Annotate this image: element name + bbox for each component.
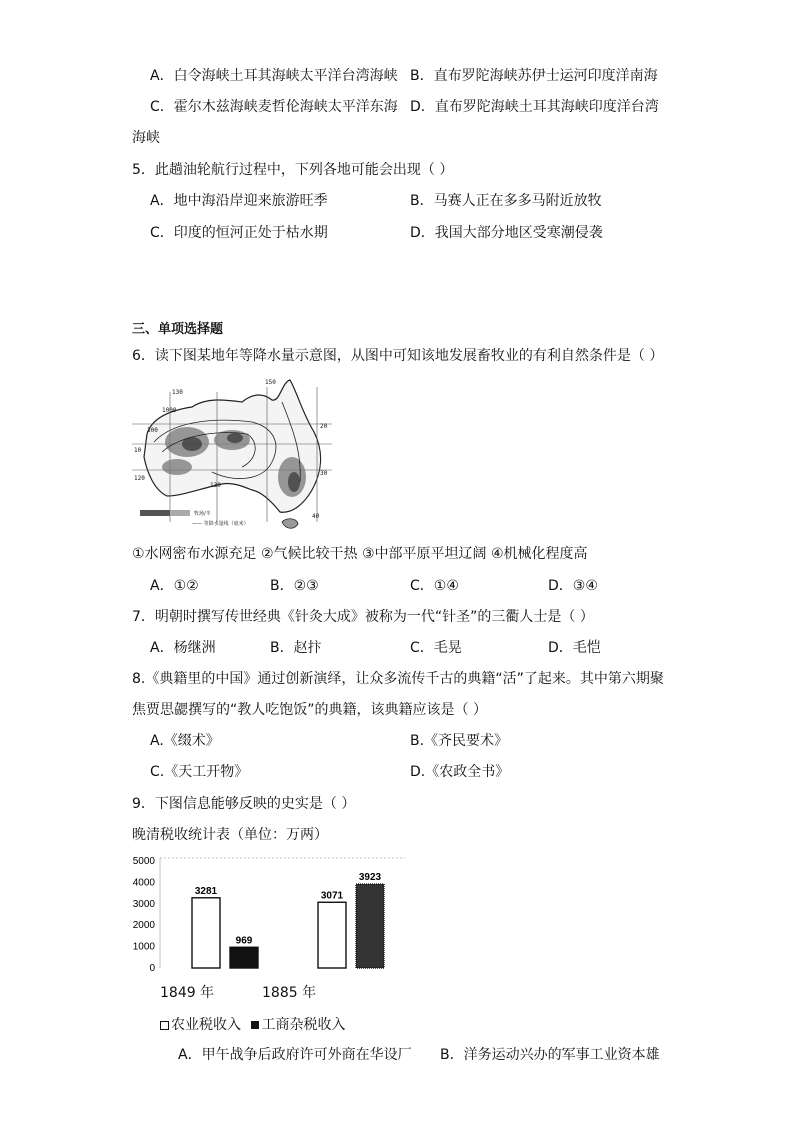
legend-comm-label: 工商杂税收入 <box>261 1017 346 1033</box>
bar-comm-1 <box>356 884 384 968</box>
legend-comm-swatch <box>251 1021 259 1029</box>
q8-option-b: B.《齐民要术》 <box>410 733 509 749</box>
q6-stem: 6．读下图某地年等降水量示意图，从图中可知该地发展畜牧业的有利自然条件是（ ） <box>132 348 664 364</box>
q8-option-a: A.《缀术》 <box>150 733 220 749</box>
map-label-300: 300 <box>147 427 158 434</box>
q7-option-c: C．毛晃 <box>410 640 462 656</box>
chart-legend <box>160 1015 345 1035</box>
y-tick-label: 3000 <box>132 898 155 910</box>
q9-option-b: B．洋务运动兴办的军事工业资本雄 <box>440 1047 660 1063</box>
y-tick-label: 5000 <box>132 856 155 867</box>
q7-option-d: D．毛恺 <box>548 640 601 656</box>
y-tick-label: 0 <box>149 963 155 974</box>
q7-option-b: B．赵抃 <box>270 640 322 656</box>
q5-option-d: D．我国大部分地区受寒潮侵袭 <box>410 225 603 241</box>
q4-option-c: C．霍尔木兹海峡麦哲伦海峡太平洋东海 <box>150 99 398 115</box>
q8-stem-line1: 8.《典籍里的中国》通过创新演绎，让众多流传千古的典籍“活”了起来。其中第六期聚 <box>132 671 664 687</box>
x-label-1849: 1849 年 <box>160 985 215 1001</box>
q6-option-c: C．①④ <box>410 578 459 594</box>
map-legend-text: 牧场/羊 <box>194 511 211 517</box>
q6-option-d: D．③④ <box>548 578 598 594</box>
q7-option-a: A．杨继洲 <box>150 640 216 656</box>
bar-data-label: 3923 <box>358 872 382 884</box>
section-title: 三、单项选择题 <box>132 322 224 337</box>
y-tick-label: 2000 <box>132 920 155 932</box>
bar-data-label: 969 <box>235 935 253 947</box>
map-label-130a: 130 <box>172 389 183 396</box>
q5-option-c: C．印度的恒河正处于枯水期 <box>150 225 328 241</box>
chart-title: 晚清税收统计表（单位：万两） <box>132 827 328 843</box>
y-tick-label: 1000 <box>132 941 155 953</box>
q8-option-d: D.《农政全书》 <box>410 764 510 780</box>
map-label-30: 30 <box>320 470 328 477</box>
legend-agri-swatch <box>160 1021 169 1030</box>
bar-agri-0 <box>192 898 220 968</box>
q5-stem: 5．此趟油轮航行过程中，下列各地可能会出现（ ） <box>132 162 454 178</box>
map-legend-text-2: —— 等降水量线（毫米） <box>192 521 249 527</box>
q4-option-d: D．直布罗陀海峡土耳其海峡印度洋台湾 <box>410 99 659 115</box>
map-label-1000: 1000 <box>162 407 177 414</box>
legend-agri-label: 农业税收入 <box>171 1017 241 1033</box>
bar-agri-1 <box>318 902 346 968</box>
y-tick-label: 4000 <box>132 877 155 889</box>
q6-option-b: B．②③ <box>270 578 319 594</box>
q5-option-b: B．马赛人正在多多马附近放牧 <box>410 193 602 209</box>
bar-data-label: 3071 <box>320 890 344 902</box>
q7-stem: 7．明朝时撰写传世经典《针灸大成》被称为一代“针圣”的三衢人士是（ ） <box>132 609 594 625</box>
q4-option-b: B．直布罗陀海峡苏伊士运河印度洋南海 <box>410 68 658 84</box>
australia-precipitation-map <box>132 372 332 532</box>
q9-option-a: A．甲午战争后政府许可外商在华设厂 <box>178 1047 412 1063</box>
map-label-120: 120 <box>134 475 145 482</box>
q4-option-d-cont: 海峡 <box>132 130 160 146</box>
bar-comm-0 <box>230 947 258 968</box>
q6-option-a: A．①② <box>150 578 199 594</box>
x-label-1885: 1885 年 <box>262 985 317 1001</box>
q4-option-a: A．白令海峡土耳其海峡太平洋台湾海峡 <box>150 68 398 84</box>
q8-stem-line2: 焦贾思勰撰写的“教人吃饱饭”的典籍，该典籍应该是（ ） <box>132 702 487 718</box>
map-label-10: 10 <box>134 447 142 454</box>
q8-option-c: C.《天工开物》 <box>150 764 249 780</box>
map-label-130b: 130 <box>210 482 221 489</box>
bar-data-label: 3281 <box>194 885 218 897</box>
tax-bar-chart <box>125 853 405 1003</box>
q9-stem: 9．下图信息能够反映的史实是（ ） <box>132 796 356 812</box>
map-label-150: 150 <box>265 379 276 386</box>
q6-conditions: ①水网密布水源充足 ②气候比较干热 ③中部平原平坦辽阔 ④机械化程度高 <box>132 546 588 562</box>
map-label-40: 40 <box>312 513 320 520</box>
q5-option-a: A．地中海沿岸迎来旅游旺季 <box>150 193 328 209</box>
map-legend-swatch <box>140 510 170 516</box>
map-label-20: 20 <box>320 423 328 430</box>
